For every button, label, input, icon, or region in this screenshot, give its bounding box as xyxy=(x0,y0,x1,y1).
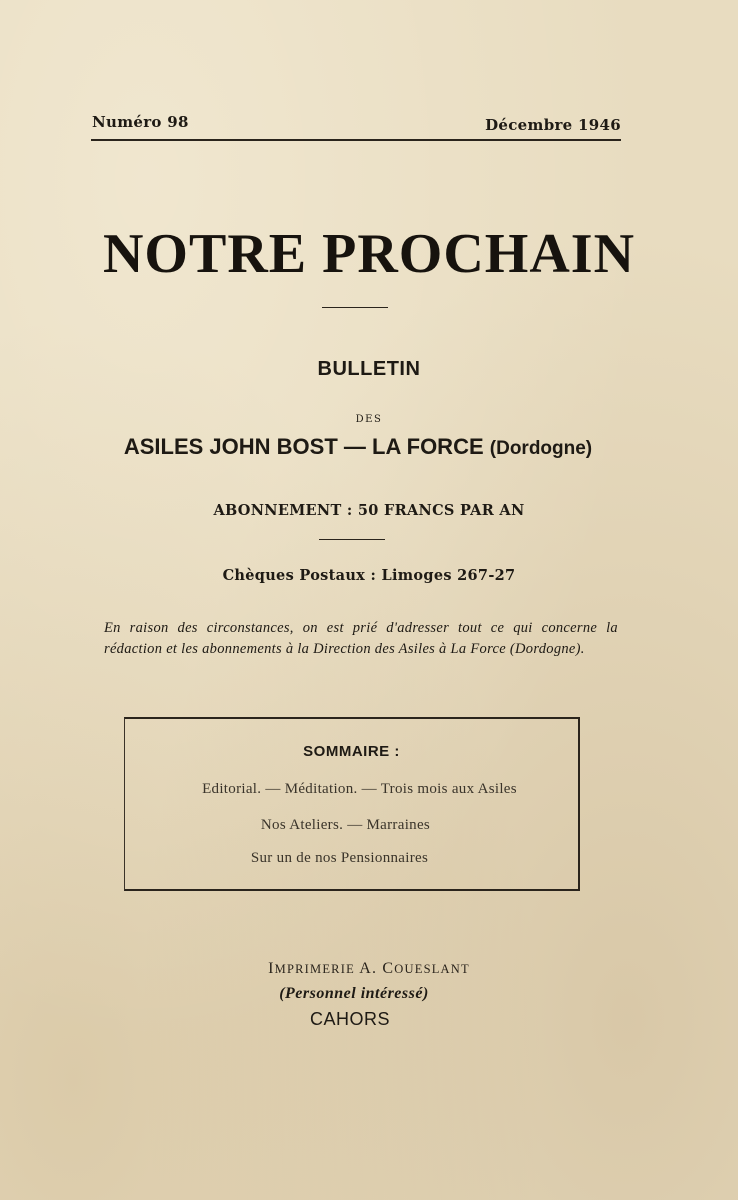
header-rule xyxy=(91,139,621,141)
postal-cheques: Chèques Postaux : Limoges 267-27 xyxy=(222,567,516,584)
printer-rest-2: OUESLANT xyxy=(394,962,470,976)
summary-line: Nos Ateliers. — Marraines xyxy=(260,817,431,833)
subscription-price: ABONNEMENT : 50 FRANCS PAR AN xyxy=(213,502,525,519)
summary-heading: SOMMAIRE : xyxy=(303,743,400,760)
printer-initial-2: A. C xyxy=(359,960,395,977)
summary-line: Sur un de nos Pensionnaires xyxy=(250,850,429,866)
summary-line: Editorial. — Méditation. — Trois mois aux Asiles xyxy=(202,781,517,797)
printer-rest-1: MPRIMERIE xyxy=(274,962,355,976)
address-notice: En raison des circonstances, on est prié d'adresser tout ce qui concerne la rédaction et les abonnements à la Direction des Asiles à La Force (Dordogne). xyxy=(104,620,618,657)
institution-department: (Dordogne) xyxy=(489,438,593,459)
institution-line xyxy=(0,434,716,460)
des-label: DES xyxy=(355,414,383,425)
printer-initial-1: I xyxy=(268,960,275,977)
printer-note: (Personnel intéressé) xyxy=(279,985,429,1002)
title-divider xyxy=(322,307,388,308)
institution-name: ASILES JOHN BOST — LA FORCE xyxy=(123,434,484,459)
issue-date: Décembre 1946 xyxy=(485,116,621,134)
printer-name xyxy=(0,960,738,978)
printer-city: CAHORS xyxy=(309,1009,390,1029)
summary-box xyxy=(124,717,580,891)
issue-number: Numéro 98 xyxy=(92,113,189,131)
subscription-divider xyxy=(319,539,385,540)
publication-title: NOTRE PROCHAIN xyxy=(102,223,636,285)
publication-subtitle: BULLETIN xyxy=(317,358,421,380)
